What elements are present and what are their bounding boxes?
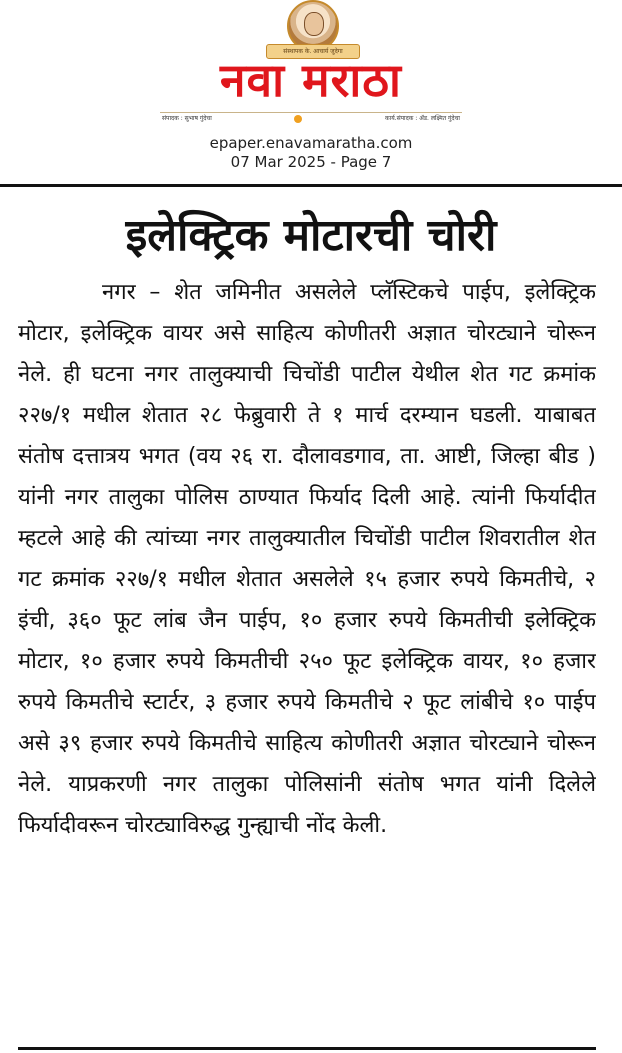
exec-editor-credit: कार्य.संपादक : ॲड. लक्ष्मित गुंदेचा [385, 115, 460, 122]
editor-credit: संपादक : सुभाष गुंदेचा [162, 115, 212, 122]
portrait-face [304, 12, 324, 36]
article-headline: इलेक्ट्रिक मोटारची चोरी [125, 210, 497, 261]
editor-credit-line [160, 112, 462, 125]
newspaper-logo: नवा मराठा [220, 53, 402, 107]
masthead [0, 0, 622, 130]
sun-emblem-icon [294, 115, 302, 123]
bottom-divider [18, 1047, 596, 1050]
article-body: नगर – शेत जमिनीत असलेले प्लॅस्टिकचे पाईप, इलेक्ट्रिक मोटार, इलेक्ट्रिक वायर असे साहित्य कोणीतरी अज्ञात चोरट्याने चोरून नेले. ही घटना नगर तालुक्याची चिचोंडी पाटील येथील शेत गट क्रमांक २२७/१ मधील शेतात २८ फेब्रुवारी ते १ मार्च दरम्यान घडली. याबाबत संतोष दत्तात्रय भगत (वय २६ रा. दौलावडगाव, ता. आष्टी, जिल्हा बीड ) यांनी नगर तालुका पोलिस ठाण्यात फिर्याद दिली आहे. त्यांनी फिर्यादीत म्हटले आहे की त्यांच्या नगर तालुक्यातील चिचोंडी पाटील शिवरातील शेत गट क्रमांक २२७/१ मधील शेतात असलेले १५ हजार रुपये किमतीचे, २ इंची, ३६० फूट लांब जैन पाईप, १० हजार रुपये किमतीची इलेक्ट्रिक मोटार, १० हजार रुपये किमतीची २५० फूट इलेक्ट्रिक वायर, १० हजार रुपये किमतीचे स्टार्टर, ३ हजार रुपये किमतीचे २ फूट लांबीचे १० पाईप असे ३९ हजार रुपये किमतीचे साहित्य कोणीतरी अज्ञात चोरट्याने चोरून नेले. याप्रकरणी नगर तालुका पोलिसांनी संतोष भगत यांनी दिलेले फिर्यादीवरून चोरट्याविरुद्ध गुन्ह्याची नोंद केली. [18, 280, 596, 838]
top-divider [0, 184, 622, 187]
source-site: epaper.enavamaratha.com [209, 134, 413, 152]
edition-date-page: 07 Mar 2025 - Page 7 [230, 153, 392, 171]
founder-banner: संस्थापक के. आचार्य जुदेगा [266, 44, 360, 59]
